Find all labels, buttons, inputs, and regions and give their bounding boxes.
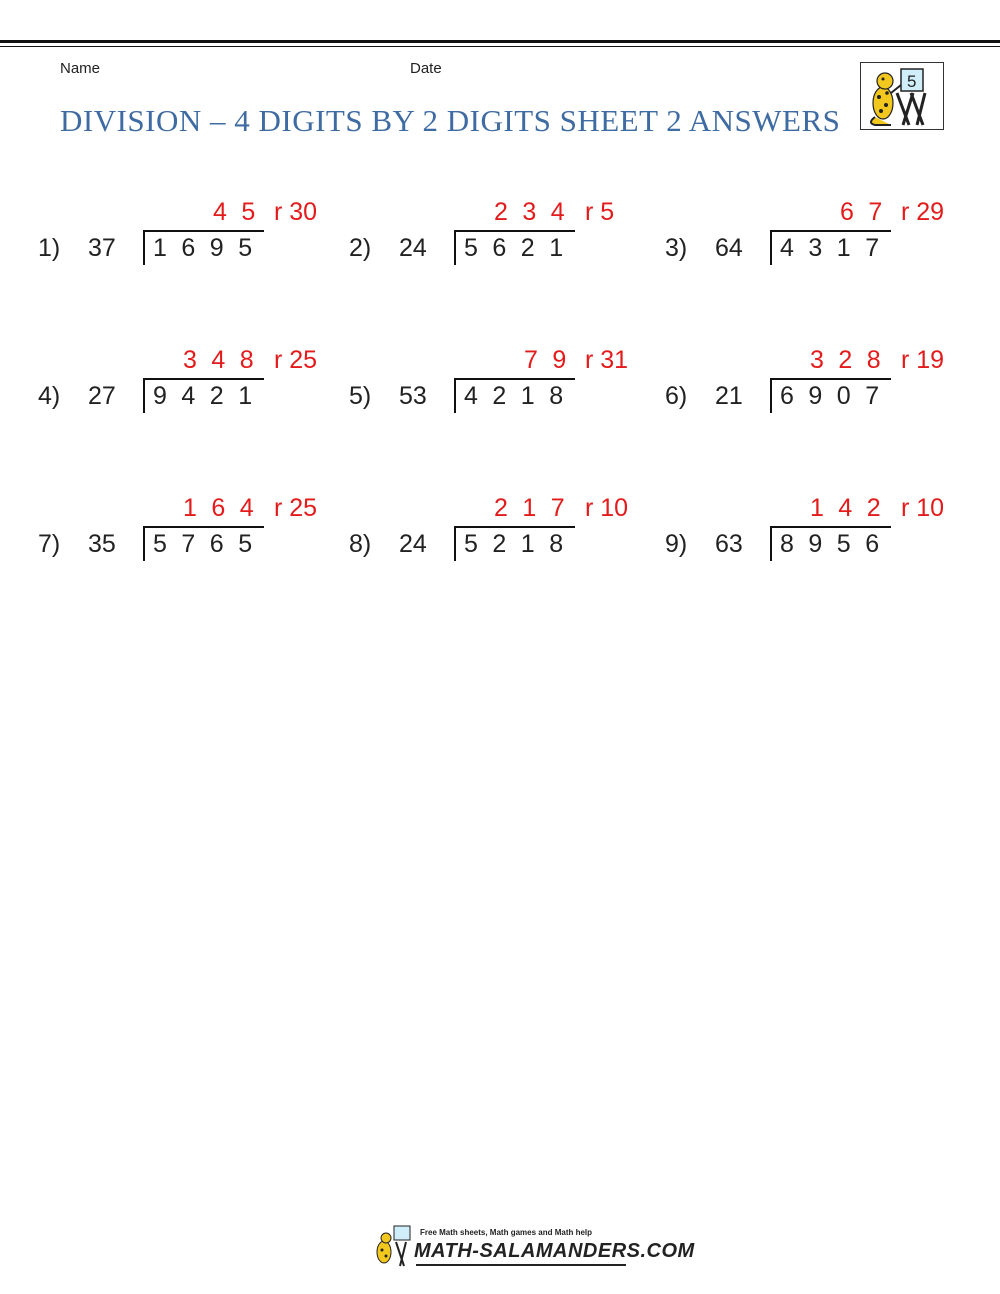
problem-number: 7) xyxy=(38,530,61,558)
dividend: 1695 xyxy=(153,234,267,262)
division-problem xyxy=(349,494,649,574)
quotient-answer: 234 xyxy=(494,198,580,226)
dividend: 5621 xyxy=(464,234,578,262)
division-problem xyxy=(665,198,965,278)
division-problem xyxy=(38,198,338,278)
remainder-answer: r 30 xyxy=(274,198,318,226)
problem-number: 4) xyxy=(38,382,61,410)
divisor: 24 xyxy=(399,530,427,558)
problem-number: 2) xyxy=(349,234,372,262)
dividend: 5765 xyxy=(153,530,267,558)
quotient-answer: 348 xyxy=(183,346,269,374)
remainder-answer: r 10 xyxy=(585,494,629,522)
division-bracket xyxy=(770,379,772,413)
footer-logo-icon xyxy=(372,1224,414,1268)
division-problem xyxy=(665,346,965,426)
division-bar xyxy=(143,230,264,232)
quotient-answer: 164 xyxy=(183,494,269,522)
dividend: 6907 xyxy=(780,382,894,410)
remainder-answer: r 5 xyxy=(585,198,615,226)
remainder-answer: r 31 xyxy=(585,346,629,374)
problem-number: 8) xyxy=(349,530,372,558)
remainder-answer: r 25 xyxy=(274,346,318,374)
divisor: 21 xyxy=(715,382,743,410)
division-bracket xyxy=(454,379,456,413)
division-bracket xyxy=(454,231,456,265)
problem-number: 3) xyxy=(665,234,688,262)
salamander-logo-icon xyxy=(861,63,943,129)
quotient-answer: 79 xyxy=(524,346,581,374)
page-title: DIVISION – 4 DIGITS BY 2 DIGITS SHEET 2 ANSWERS xyxy=(60,103,841,138)
divisor: 53 xyxy=(399,382,427,410)
remainder-answer: r 10 xyxy=(901,494,945,522)
quotient-answer: 142 xyxy=(810,494,896,522)
division-bar xyxy=(454,526,575,528)
division-bar xyxy=(143,378,264,380)
division-bar xyxy=(770,378,891,380)
division-bracket xyxy=(770,231,772,265)
divisor: 27 xyxy=(88,382,116,410)
divisor: 64 xyxy=(715,234,743,262)
division-problem xyxy=(349,198,649,278)
division-bracket xyxy=(143,231,145,265)
division-problem xyxy=(349,346,649,426)
logo-grade: 5 xyxy=(907,72,917,91)
remainder-answer: r 29 xyxy=(901,198,945,226)
problem-number: 9) xyxy=(665,530,688,558)
footer-branding xyxy=(372,1224,695,1268)
dividend: 5218 xyxy=(464,530,578,558)
division-bar xyxy=(454,230,575,232)
division-problem xyxy=(38,494,338,574)
division-problem xyxy=(38,346,338,426)
salamander-logo xyxy=(860,62,944,130)
dividend: 8956 xyxy=(780,530,894,558)
remainder-answer: r 19 xyxy=(901,346,945,374)
divisor: 35 xyxy=(88,530,116,558)
divisor: 37 xyxy=(88,234,116,262)
division-problem xyxy=(665,494,965,574)
quotient-answer: 217 xyxy=(494,494,580,522)
name-label: Name xyxy=(60,60,101,77)
division-bracket xyxy=(143,527,145,561)
problem-number: 6) xyxy=(665,382,688,410)
footer-site-name: MATH-SALAMANDERS.COM xyxy=(414,1240,695,1262)
dividend: 4317 xyxy=(780,234,894,262)
dividend: 9421 xyxy=(153,382,267,410)
footer-tagline: Free Math sheets, Math games and Math help xyxy=(420,1228,593,1237)
quotient-answer: 45 xyxy=(213,198,270,226)
division-bracket xyxy=(143,379,145,413)
dividend: 4218 xyxy=(464,382,578,410)
problem-number: 5) xyxy=(349,382,372,410)
footer-underline xyxy=(416,1264,626,1266)
date-label: Date xyxy=(410,60,442,77)
remainder-answer: r 25 xyxy=(274,494,318,522)
divisor: 24 xyxy=(399,234,427,262)
division-bar xyxy=(770,526,891,528)
division-bar xyxy=(143,526,264,528)
problem-number: 1) xyxy=(38,234,61,262)
quotient-answer: 67 xyxy=(840,198,897,226)
quotient-answer: 328 xyxy=(810,346,896,374)
division-bar xyxy=(770,230,891,232)
top-rule-thin xyxy=(0,46,1000,47)
top-rule xyxy=(0,40,1000,43)
divisor: 63 xyxy=(715,530,743,558)
division-bracket xyxy=(770,527,772,561)
division-bar xyxy=(454,378,575,380)
division-bracket xyxy=(454,527,456,561)
